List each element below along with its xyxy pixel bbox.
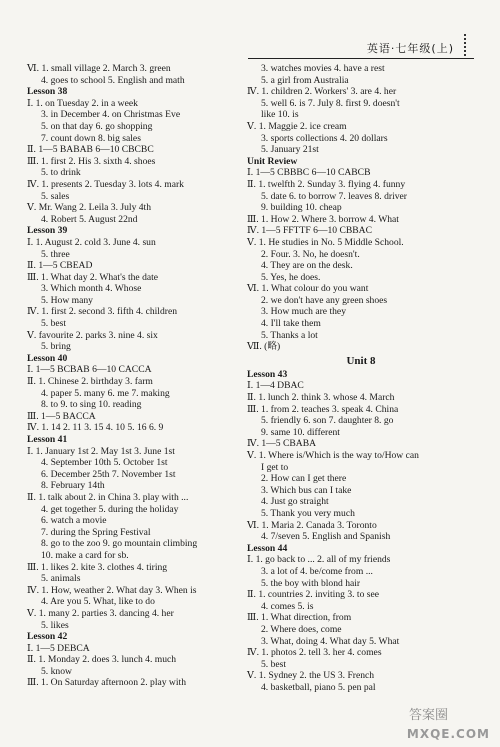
section-heading: Unit Review: [247, 155, 298, 167]
answer-line: 9. building 10. cheap: [261, 202, 342, 214]
answer-line: 4. They are on the desk.: [261, 260, 353, 272]
page-header: [0, 0, 500, 60]
answer-line: 2. we don't have any green shoes: [261, 294, 388, 306]
answer-line: 4. Just go straight: [261, 496, 329, 508]
answer-line: Ⅰ. 1—5 BCBAB 6—10 CACCA: [27, 364, 152, 376]
answer-line: Ⅶ. (略): [247, 341, 281, 353]
section-heading: Lesson 40: [27, 352, 68, 364]
answer-line: 4. 7/seven 5. English and Spanish: [261, 531, 391, 543]
answer-line: Ⅰ. 1—4 DBAC: [247, 380, 304, 392]
answer-line: Ⅳ. 1. 14 2. 11 3. 15 4. 10 5. 16 6. 9: [27, 422, 164, 434]
answer-line: 2. How can I get there: [261, 473, 347, 485]
watermark-logo: 答案圈: [408, 707, 448, 722]
answer-line: 5. know: [41, 665, 72, 677]
answer-line: 3. What, doing 4. What day 5. What: [261, 635, 400, 647]
answer-line: Ⅱ. 1. lunch 2. think 3. whose 4. March: [247, 392, 395, 404]
answer-line: 4. Are you 5. What, like to do: [41, 596, 155, 608]
answer-line: Ⅱ. 1. Monday 2. does 3. lunch 4. much: [27, 654, 177, 666]
answer-line: 5. best: [261, 658, 287, 670]
section-heading: Lesson 41: [27, 434, 68, 445]
answer-line: 3. Which month 4. Whose: [41, 283, 142, 295]
answer-line: 5. to drink: [41, 167, 81, 179]
answer-line: 2. Where does, come: [261, 623, 342, 635]
answer-line: 5. a girl from Australia: [261, 74, 349, 86]
answer-line: Ⅴ. 1. many 2. parties 3. dancing 4. her: [27, 607, 174, 619]
answer-line: 10. make a card for sb.: [41, 549, 129, 561]
answer-line: Ⅰ. 1—5 DEBCA: [27, 642, 90, 654]
answer-line: 6. December 25th 7. November 1st: [41, 468, 176, 480]
answer-line: 5. Thanks a lot: [261, 329, 318, 341]
answer-line: I get to: [261, 461, 289, 473]
answer-line: Ⅱ. 1. talk about 2. in China 3. play with ...: [27, 491, 189, 503]
answer-line: Ⅳ. 1. How, weather 2. What day 3. When is: [27, 584, 197, 596]
answer-line: Ⅲ. 1. from 2. teaches 3. speak 4. China: [247, 403, 399, 415]
answer-line: 5. on that day 6. go shopping: [41, 120, 153, 132]
answer-line: 3. How much are they: [261, 306, 346, 318]
watermark: MXQE.COM: [406, 727, 490, 741]
answer-line: Ⅱ. 1—5 BABAB 6—10 CBCBC: [27, 144, 154, 156]
answer-line: Ⅳ. 1—5 FFTTF 6—10 CBBAC: [247, 225, 372, 237]
answer-line: 4. goes to school 5. English and math: [41, 74, 185, 86]
answer-line: 5. animals: [41, 573, 81, 585]
answer-line: like 10. is: [261, 109, 299, 121]
answer-line: 5. Yes, he does.: [261, 271, 321, 283]
answer-line: Ⅲ. 1—5 BACCA: [27, 410, 96, 422]
answer-line: Ⅰ. 1. January 1st 2. May 1st 3. June 1st: [27, 445, 175, 457]
answer-line: Ⅳ. 1—5 CBABA: [247, 438, 317, 450]
left-column: [27, 63, 237, 689]
answer-line: Ⅲ. 1. likes 2. kite 3. clothes 4. tiring: [27, 561, 168, 573]
answer-line: Ⅴ. Mr. Wang 2. Leila 3. July 4th: [27, 202, 152, 214]
answer-line: 3. a lot of 4. be/come from ...: [261, 565, 373, 577]
answer-line: 5. How many: [41, 294, 93, 306]
section-heading: Lesson 38: [27, 86, 68, 98]
answer-line: 5. sales: [41, 190, 70, 202]
answer-line: 3. in December 4. on Christmas Eve: [41, 109, 181, 121]
answer-line: Ⅳ. 1. photos 2. tell 3. her 4. comes: [247, 647, 382, 659]
answer-line: Ⅲ. 1. What day 2. What's the date: [27, 271, 159, 283]
section-heading: Lesson 44: [247, 542, 288, 554]
answer-line: Ⅳ. 1. first 2. second 3. fifth 4. children: [27, 306, 177, 318]
answer-line: Ⅱ. 1. twelfth 2. Sunday 3. flying 4. funny: [247, 178, 406, 190]
right-column: [247, 63, 475, 693]
answer-line: Ⅲ. 1. How 2. Where 3. borrow 4. What: [247, 213, 399, 225]
header-rule: [248, 58, 474, 59]
answer-line: Ⅴ. 1. He studies in No. 5 Middle School.: [247, 236, 404, 248]
answer-line: 5. well 6. is 7. July 8. first 9. doesn't: [261, 97, 400, 109]
answer-line: 7. count down 8. big sales: [41, 132, 141, 144]
answer-line: Ⅵ. 1. What colour do you want: [247, 283, 369, 295]
answer-line: 5. Thank you very much: [261, 507, 355, 519]
answer-line: Ⅰ. 1. go back to ... 2. all of my friends: [247, 554, 391, 566]
section-heading: Lesson 39: [27, 225, 68, 237]
answer-line: Ⅵ. 1. small village 2. March 3. green: [27, 63, 171, 74]
answer-line: 2. Four. 3. No, he doesn't.: [261, 248, 360, 260]
answer-line: 4. Robert 5. August 22nd: [41, 213, 138, 225]
answer-line: Ⅱ. 1—5 CBEAD: [27, 260, 93, 272]
answer-line: 9. same 10. different: [261, 426, 340, 438]
answer-line: 8. to 9. to sing 10. reading: [41, 399, 142, 411]
answer-line: Ⅱ. 1. countries 2. inviting 3. to see: [247, 589, 380, 601]
answer-line: Ⅲ. 1. What direction, from: [247, 612, 352, 624]
answer-line: Ⅰ. 1. on Tuesday 2. in a week: [27, 97, 138, 109]
answer-line: 4. basketball, piano 5. pen pal: [261, 681, 376, 693]
answer-line: 5. date 6. to borrow 7. leaves 8. driver: [261, 190, 407, 202]
answer-line: Ⅴ. 1. Maggie 2. ice cream: [247, 120, 347, 132]
section-heading: Lesson 43: [247, 368, 288, 380]
answer-line: Ⅱ. 1. Chinese 2. birthday 3. farm: [27, 376, 153, 388]
answer-line: 8. February 14th: [41, 480, 105, 492]
header-title: 英语·七年级(上): [366, 42, 454, 55]
answer-line: 3. sports collections 4. 20 dollars: [261, 132, 388, 144]
answer-line: 5. friendly 6. son 7. daughter 8. go: [261, 415, 394, 427]
answer-line: 5. best: [41, 318, 67, 330]
header-dotted-bar: [464, 34, 470, 56]
answer-line: 3. watches movies 4. have a rest: [261, 63, 385, 74]
section-heading: Unit 8: [346, 354, 376, 367]
section-heading: Lesson 42: [27, 631, 68, 643]
answer-line: Ⅴ. 1. Where is/Which is the way to/How can: [247, 450, 419, 461]
answer-line: 8. go to the zoo 9. go mountain climbing: [41, 538, 198, 550]
answer-line: 4. comes 5. is: [261, 600, 314, 612]
answer-line: 3. Which bus can I take: [261, 484, 352, 496]
answer-line: 5. January 21st: [261, 144, 319, 156]
answer-line: Ⅳ. 1. presents 2. Tuesday 3. lots 4. mark: [27, 178, 184, 190]
answer-line: 4. September 10th 5. October 1st: [41, 457, 168, 469]
answer-line: Ⅰ. 1—5 CBBBC 6—10 CABCB: [247, 167, 371, 179]
answer-line: Ⅵ. 1. Maria 2. Canada 3. Toronto: [247, 519, 377, 531]
answer-line: 5. bring: [41, 341, 71, 353]
answer-line: Ⅲ. 1. first 2. His 3. sixth 4. shoes: [27, 155, 156, 167]
answer-line: Ⅴ. favourite 2. parks 3. nine 4. six: [27, 329, 158, 341]
answer-line: Ⅴ. 1. Sydney 2. the US 3. French: [247, 670, 375, 682]
answer-line: 4. get together 5. during the holiday: [41, 503, 179, 515]
answer-line: Ⅰ. 1. August 2. cold 3. June 4. sun: [27, 236, 156, 248]
answer-line: Ⅳ. 1. children 2. Workers' 3. are 4. her: [247, 86, 397, 98]
answer-line: 6. watch a movie: [41, 515, 107, 527]
answer-line: 7. during the Spring Festival: [41, 526, 151, 538]
answer-line: 5. three: [41, 248, 70, 260]
answer-line: 4. paper 5. many 6. me 7. making: [41, 387, 170, 399]
answer-line: 5. likes: [41, 619, 69, 631]
answer-line: 5. the boy with blond hair: [261, 577, 361, 589]
answer-line: 4. I'll take them: [261, 318, 321, 330]
answer-line: Ⅲ. 1. On Saturday afternoon 2. play with: [27, 677, 186, 689]
